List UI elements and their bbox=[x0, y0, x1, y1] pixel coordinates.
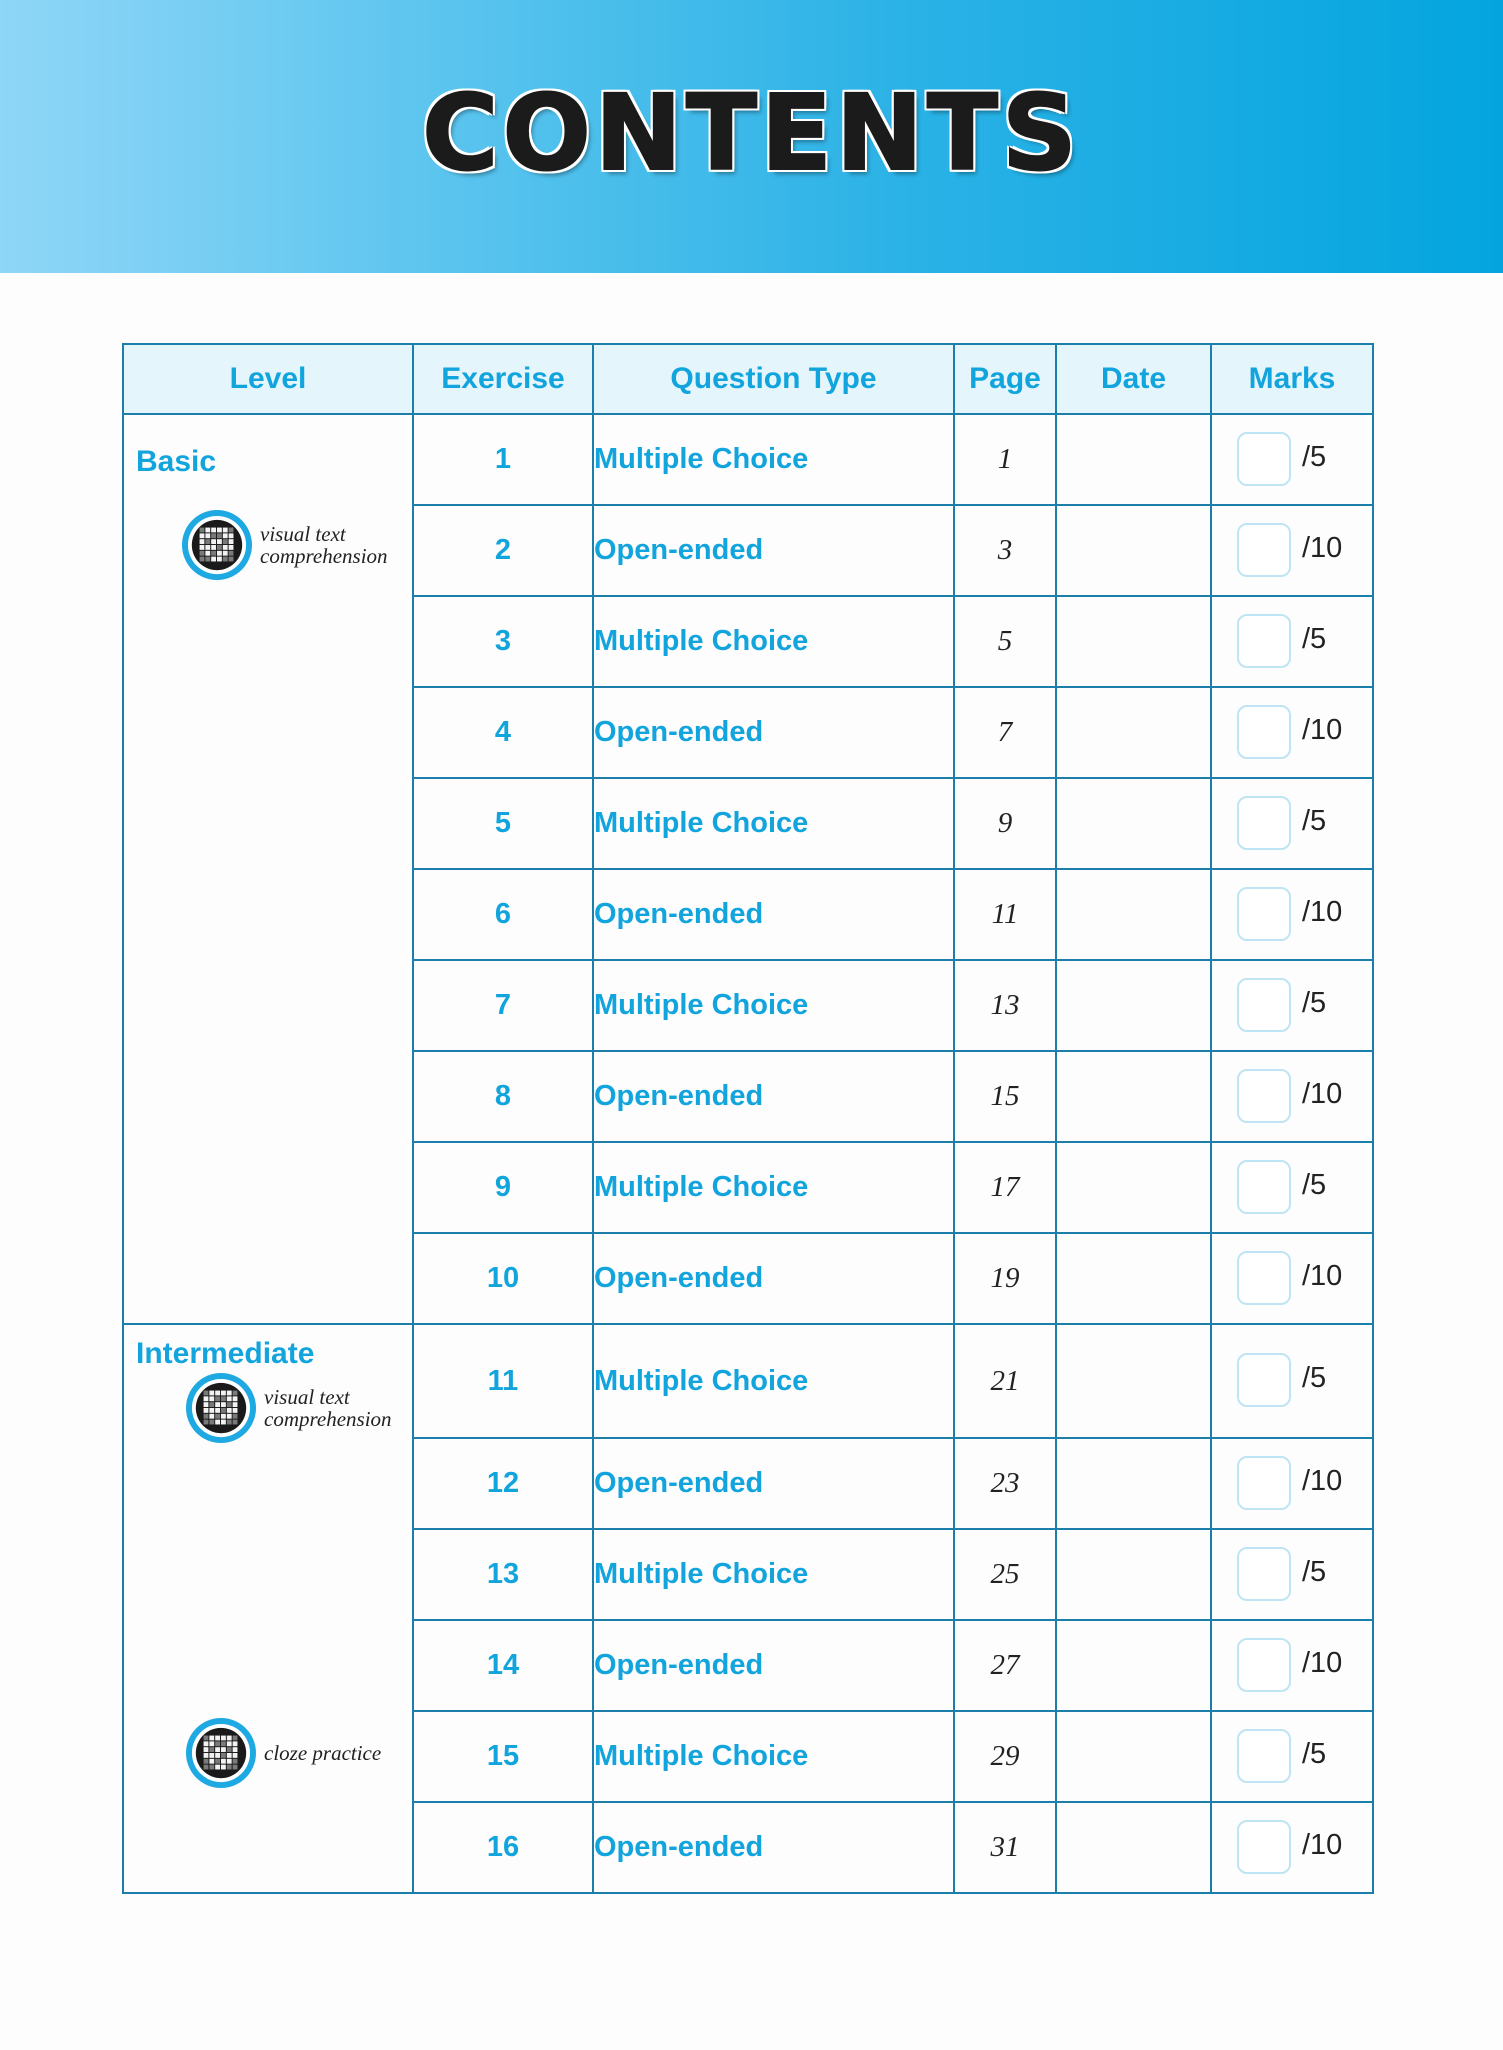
marks-input-box[interactable] bbox=[1237, 1638, 1291, 1692]
page-number: 21 bbox=[954, 1324, 1056, 1438]
page-number: 3 bbox=[954, 505, 1056, 596]
date-cell[interactable] bbox=[1056, 687, 1211, 778]
exercise-number: 1 bbox=[413, 414, 593, 505]
marks-input-box[interactable] bbox=[1237, 1251, 1291, 1305]
page-number: 9 bbox=[954, 778, 1056, 869]
marks-input-box[interactable] bbox=[1237, 705, 1291, 759]
marks-total: /10 bbox=[1302, 1828, 1343, 1861]
question-type: Multiple Choice bbox=[593, 414, 954, 505]
exercise-number: 16 bbox=[413, 1802, 593, 1893]
question-type: Open-ended bbox=[593, 687, 954, 778]
marks-input-box[interactable] bbox=[1237, 1547, 1291, 1601]
level-header: Level bbox=[123, 344, 413, 414]
exercise-number: 7 bbox=[413, 960, 593, 1051]
marks-cell bbox=[1211, 1529, 1373, 1620]
marks-input-box[interactable] bbox=[1237, 1160, 1291, 1214]
exercise-number: 5 bbox=[413, 778, 593, 869]
marks-input-box[interactable] bbox=[1237, 1820, 1291, 1874]
cloze-practice-icon bbox=[186, 1718, 256, 1788]
level-cell-basic bbox=[123, 414, 413, 1324]
marks-header: Marks bbox=[1211, 344, 1373, 414]
question-type: Multiple Choice bbox=[593, 1324, 954, 1438]
marks-cell bbox=[1211, 960, 1373, 1051]
marks-cell bbox=[1211, 1233, 1373, 1324]
marks-input-box[interactable] bbox=[1237, 432, 1291, 486]
visual-text-comprehension-icon bbox=[182, 510, 252, 580]
marks-input-box[interactable] bbox=[1237, 1069, 1291, 1123]
marks-input-box[interactable] bbox=[1237, 1456, 1291, 1510]
exercise-number: 12 bbox=[413, 1438, 593, 1529]
page-number: 31 bbox=[954, 1802, 1056, 1893]
skill-tag bbox=[182, 510, 388, 580]
level-name: Intermediate bbox=[136, 1337, 315, 1370]
marks-cell bbox=[1211, 778, 1373, 869]
marks-input-box[interactable] bbox=[1237, 523, 1291, 577]
exercise-number: 6 bbox=[413, 869, 593, 960]
exercise-number: 13 bbox=[413, 1529, 593, 1620]
header-row bbox=[123, 344, 1373, 414]
page-number: 25 bbox=[954, 1529, 1056, 1620]
marks-cell bbox=[1211, 869, 1373, 960]
marks-cell bbox=[1211, 687, 1373, 778]
skill-tag-label bbox=[264, 1386, 392, 1430]
question-type: Open-ended bbox=[593, 1620, 954, 1711]
marks-cell bbox=[1211, 1438, 1373, 1529]
date-cell[interactable] bbox=[1056, 1051, 1211, 1142]
exercise-number: 11 bbox=[413, 1324, 593, 1438]
date-cell[interactable] bbox=[1056, 414, 1211, 505]
marks-cell bbox=[1211, 1051, 1373, 1142]
question-type: Multiple Choice bbox=[593, 1529, 954, 1620]
marks-input-box[interactable] bbox=[1237, 1729, 1291, 1783]
marks-total: /10 bbox=[1302, 1464, 1343, 1497]
question-type: Open-ended bbox=[593, 1233, 954, 1324]
date-cell[interactable] bbox=[1056, 1620, 1211, 1711]
page-title: CONTENTS bbox=[422, 71, 1081, 194]
skill-tag-line2: comprehension bbox=[260, 544, 388, 568]
marks-total: /10 bbox=[1302, 895, 1343, 928]
marks-cell bbox=[1211, 596, 1373, 687]
marks-total: /5 bbox=[1302, 1555, 1327, 1588]
date-cell[interactable] bbox=[1056, 1802, 1211, 1893]
marks-cell bbox=[1211, 505, 1373, 596]
marks-total: /10 bbox=[1302, 1646, 1343, 1679]
question-type: Open-ended bbox=[593, 869, 954, 960]
exercise-number: 14 bbox=[413, 1620, 593, 1711]
marks-total: /5 bbox=[1302, 1362, 1327, 1394]
page-number: 1 bbox=[954, 414, 1056, 505]
question-type-header: Question Type bbox=[593, 344, 954, 414]
question-type: Multiple Choice bbox=[593, 596, 954, 687]
marks-cell bbox=[1211, 1620, 1373, 1711]
exercise-number: 9 bbox=[413, 1142, 593, 1233]
question-type: Multiple Choice bbox=[593, 778, 954, 869]
marks-cell bbox=[1211, 1142, 1373, 1233]
marks-input-box[interactable] bbox=[1237, 614, 1291, 668]
page-number: 19 bbox=[954, 1233, 1056, 1324]
question-type: Open-ended bbox=[593, 1438, 954, 1529]
date-cell[interactable] bbox=[1056, 596, 1211, 687]
question-type: Multiple Choice bbox=[593, 960, 954, 1051]
question-type: Open-ended bbox=[593, 1802, 954, 1893]
page-header: Page bbox=[954, 344, 1056, 414]
skill-tag-line1: visual text bbox=[264, 1385, 350, 1409]
page-number: 17 bbox=[954, 1142, 1056, 1233]
question-type: Open-ended bbox=[593, 505, 954, 596]
table-row bbox=[123, 414, 1373, 505]
skill-tag-line1: cloze practice bbox=[264, 1741, 382, 1765]
table-row bbox=[123, 1324, 1373, 1438]
page-number: 23 bbox=[954, 1438, 1056, 1529]
marks-cell bbox=[1211, 1324, 1373, 1438]
date-cell[interactable] bbox=[1056, 1711, 1211, 1802]
marks-total: /10 bbox=[1302, 531, 1343, 564]
page-number: 7 bbox=[954, 687, 1056, 778]
visual-text-comprehension-icon bbox=[186, 1373, 256, 1443]
skill-tag-line1: visual text bbox=[260, 522, 346, 546]
date-cell[interactable] bbox=[1056, 1142, 1211, 1233]
exercise-header: Exercise bbox=[413, 344, 593, 414]
exercise-number: 8 bbox=[413, 1051, 593, 1142]
page-number: 29 bbox=[954, 1711, 1056, 1802]
exercise-number: 15 bbox=[413, 1711, 593, 1802]
level-name: Basic bbox=[136, 445, 217, 478]
marks-total: /5 bbox=[1302, 1168, 1327, 1201]
exercise-number: 4 bbox=[413, 687, 593, 778]
level-cell-intermediate bbox=[123, 1324, 413, 1893]
marks-total: /5 bbox=[1302, 622, 1327, 655]
marks-cell bbox=[1211, 1711, 1373, 1802]
page-number: 5 bbox=[954, 596, 1056, 687]
page-number: 11 bbox=[954, 869, 1056, 960]
date-header: Date bbox=[1056, 344, 1211, 414]
page-number: 27 bbox=[954, 1620, 1056, 1711]
marks-input-box[interactable] bbox=[1237, 978, 1291, 1032]
date-cell[interactable] bbox=[1056, 1324, 1211, 1438]
skill-tag bbox=[186, 1373, 392, 1443]
exercise-number: 10 bbox=[413, 1233, 593, 1324]
question-type: Multiple Choice bbox=[593, 1711, 954, 1802]
marks-cell bbox=[1211, 1802, 1373, 1893]
marks-input-box[interactable] bbox=[1237, 796, 1291, 850]
date-cell[interactable] bbox=[1056, 1438, 1211, 1529]
skill-tag-label bbox=[260, 523, 388, 567]
question-type: Multiple Choice bbox=[593, 1142, 954, 1233]
marks-total: /10 bbox=[1302, 1077, 1343, 1110]
skill-tag-line2: comprehension bbox=[264, 1407, 392, 1431]
date-cell[interactable] bbox=[1056, 778, 1211, 869]
marks-total: /5 bbox=[1302, 440, 1327, 473]
skill-tag-label bbox=[264, 1742, 381, 1764]
page-number: 15 bbox=[954, 1051, 1056, 1142]
date-cell[interactable] bbox=[1056, 869, 1211, 960]
marks-total: /5 bbox=[1302, 804, 1327, 837]
exercise-number: 2 bbox=[413, 505, 593, 596]
date-cell[interactable] bbox=[1056, 505, 1211, 596]
date-cell[interactable] bbox=[1056, 1529, 1211, 1620]
skill-tag bbox=[186, 1718, 381, 1788]
marks-total: /5 bbox=[1302, 986, 1327, 1019]
marks-total: /5 bbox=[1302, 1737, 1327, 1770]
question-type: Open-ended bbox=[593, 1051, 954, 1142]
exercise-number: 3 bbox=[413, 596, 593, 687]
page-number: 13 bbox=[954, 960, 1056, 1051]
marks-cell bbox=[1211, 414, 1373, 505]
marks-total: /10 bbox=[1302, 713, 1343, 746]
marks-input-box[interactable] bbox=[1237, 1353, 1291, 1407]
title-banner bbox=[0, 0, 1503, 273]
marks-total: /10 bbox=[1302, 1259, 1343, 1292]
date-cell[interactable] bbox=[1056, 960, 1211, 1051]
contents-table bbox=[122, 343, 1374, 1894]
marks-input-box[interactable] bbox=[1237, 887, 1291, 941]
date-cell[interactable] bbox=[1056, 1233, 1211, 1324]
